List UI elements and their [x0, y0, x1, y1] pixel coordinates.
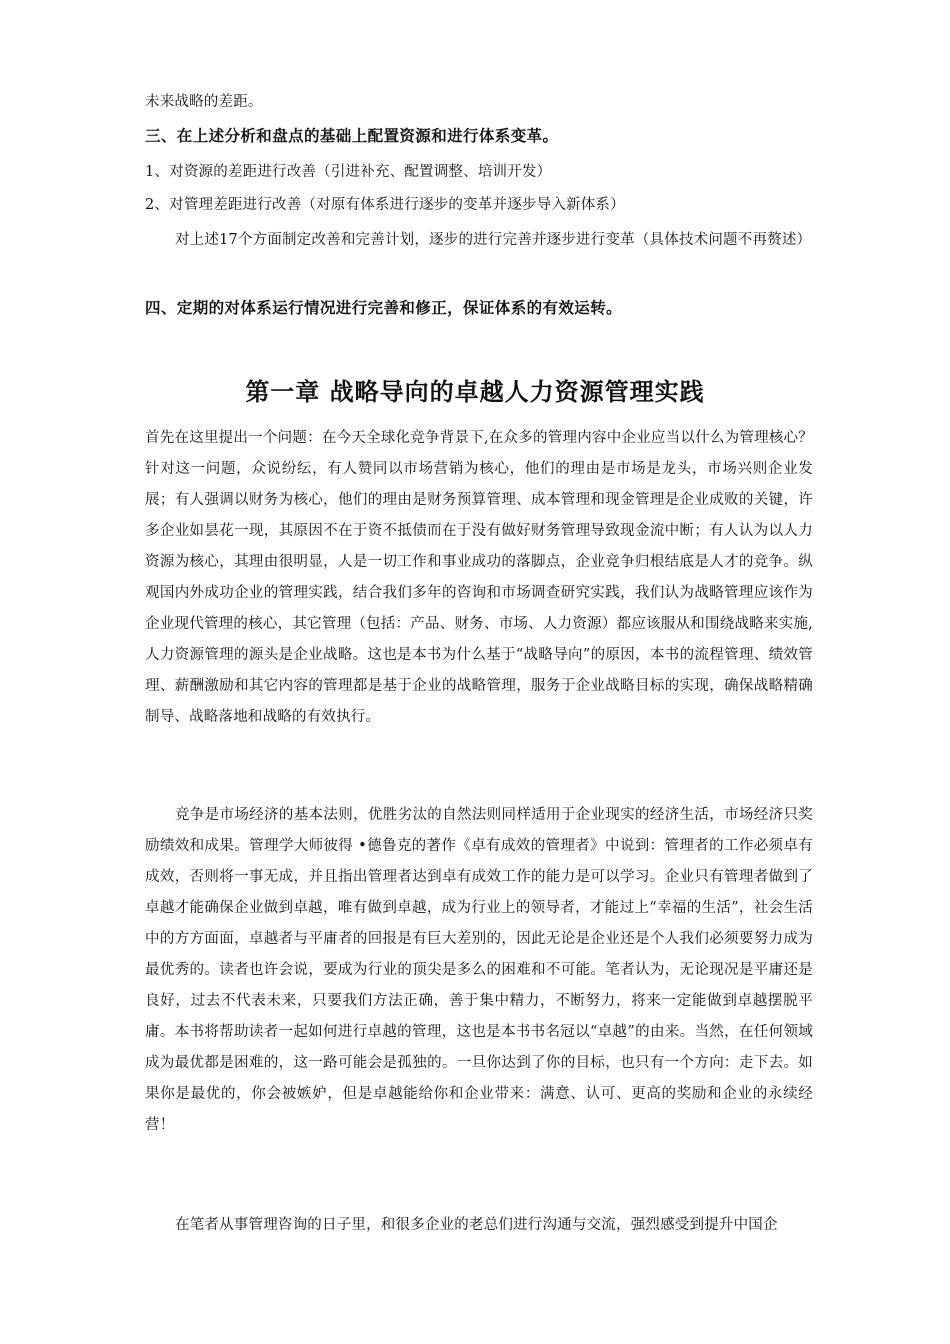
list-item-resource-gap: 1、对资源的差距进行改善（引进补充、配置调整、培训开发）	[145, 164, 552, 180]
chapter-title: 第一章 战略导向的卓越人力资源管理实践	[245, 378, 705, 406]
plan-note-paragraph: 对上述17个方面制定改善和完善计划，逐步的进行完善并逐步进行变革（具体技术问题不再赘述）	[175, 232, 812, 248]
chapter-paragraph-1: 首先在这里提出一个问题：在今天全球化竞争背景下,在众多的管理内容中企业应当以什么为管理核心？针对这一问题，众说纷纭，有人赞同以市场营销为核心，他们的理由是市场是龙头，市场兴则企业发展；有人强调以财务为核心，他们的理由是财务预算管理、成本管理和现金管理是企业成败的关键，许多企业如昙花一现，其原因不在于资不抵债而在于没有做好财务管理导致现金流中断；有人认为以人力资源为核心，其理由很明显，人是一切工作和事业成功的落脚点，企业竞争归根结底是人才的竞争。纵观国内外成功企业的管理实践，结合我们多年的咨询和市场调查研究实践，我们认为战略管理应该作为企业现代管理的核心，其它管理（包括：产品、财务、市场、人力资源）都应该服从和围绕战略来实施,人力资源管理的源头是企业战略。这也是本书为什么基于“战略导向”的原因，本书的流程管理、绩效管理、薪酬激励和其它内容的管理都是基于企业的战略管理，服务于企业战略目标的实现，确保战略精确制导、战略落地和战略的有效执行。	[145, 430, 813, 725]
section-three-heading: 三、在上述分析和盘点的基础上配置资源和进行体系变革。	[145, 127, 559, 145]
list-item-management-gap: 2、对管理差距进行改善（对原有体系进行逐步的变革并逐步导入新体系）	[145, 197, 625, 213]
chapter-paragraph-3: 在笔者从事管理咨询的日子里，和很多企业的老总们进行沟通与交流，强烈感受到提升中国企	[175, 1217, 778, 1233]
chapter-paragraph-2: 竞争是市场经济的基本法则，优胜劣汰的自然法则同样适用于企业现实的经济生活，市场经济只奖励绩效和成果。管理学大师彼得 •德鲁克的著作《卓有成效的管理者》中说到：管理者的工作必须卓有成效，否则将一事无成，并且指出管理者达到卓有成效工作的能力是可以学习。企业只有管理者做到了卓越才能确保企业做到卓越，唯有做到卓越，成为行业上的领导者，才能过上“幸福的生活”，社会生活中的方方面面，卓越者与平庸者的回报是有巨大差别的，因此无论是企业还是个人我们必须要努力成为最优秀的。读者也许会说，要成为行业的顶尖是多么的困难和不可能。笔者认为，无论现况是平庸还是良好，过去不代表未来，只要我们方法正确，善于集中精力，不断努力，将来一定能做到卓越摆脱平庸。本书将帮助读者一起如何进行卓越的管理，这也是本书书名冠以“卓越”的由来。当然，在任何领域成为最优都是困难的，这一路可能会是孤独的。一旦你达到了你的目标，也只有一个方向：走下去。如果你是最优的，你会被嫉妒，但是卓越能给你和企业带来：满意、认可、更高的奖励和企业的永续经营！	[145, 807, 813, 1133]
lead-line-text: 未来战略的差距。	[145, 94, 263, 110]
section-four-heading: 四、定期的对体系运行情况进行完善和修正，保证体系的有效运转。	[145, 299, 623, 317]
